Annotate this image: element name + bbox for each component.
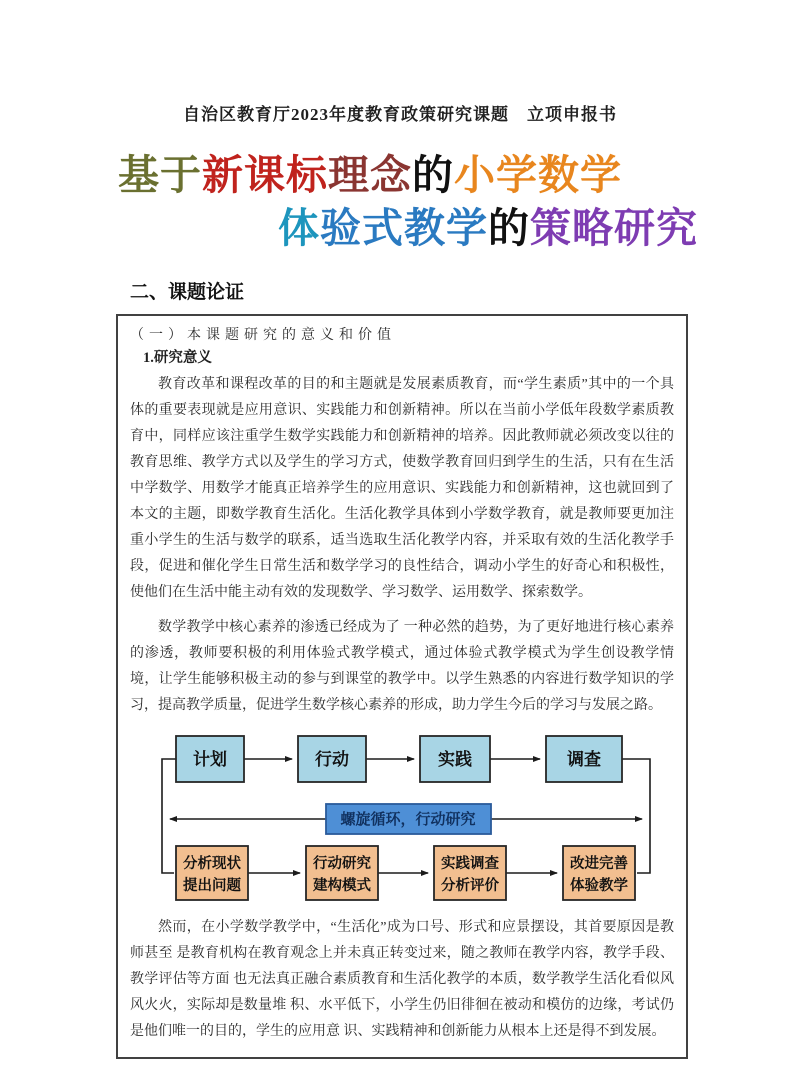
paragraph-3: 然而，在小学数学教学中，“生活化”成为口号、形式和应景摆设，其首要原因是教师甚至 是教育机构在教育观念上并未真正转变过来，随之教师在教学内容，教学手段、教学评估等方面 也无法真正融合素质教育和生活化教学的本质，数学教学生活化看似风风火火，实际却是数量堆 积、水平低下，小学生仍旧徘徊在被动和模仿的边缘，考试仍是他们唯一的目的，学生的应用意 识、实践精神和创新能力从根本上还是得不到发展。 (130, 920, 674, 1039)
flowchart-canvas (156, 733, 656, 905)
box-survey-evaluate-line2: 分析评价 (441, 878, 499, 894)
box-plan-label: 计划 (193, 750, 227, 769)
title-segment: 的 (488, 205, 530, 251)
document-title (0, 149, 800, 255)
document-header: 自治区教育厅2023年度教育政策研究课题 立项申报书 (183, 105, 617, 124)
paragraph-2: 数学教学中核心素养的渗透已经成为了 一种必然的趋势，为了更好地进行核心素养的渗透，教师要积极的利用体验式教学模式，通过体验式教学模式为学生创设教学情境，让学生能够积极主动的参与到课堂的教学中。以学生熟悉的内容进行数学知识的学习，提高教学质量，促进学生数学核心素养的形成，助力学生今后的学习与发展之路。 (130, 620, 674, 713)
subheading-research-significance: 1.研究意义 (143, 350, 212, 366)
box-practice-label: 实践 (438, 750, 472, 769)
box-spiral-cycle-label: 螺旋循环，行动研究 (340, 811, 476, 828)
left-loop-connector (162, 759, 176, 873)
title-segment: 新课标 (202, 152, 328, 198)
box-survey-evaluate-line1: 实践调查 (441, 856, 499, 872)
box-action-label: 行动 (315, 750, 349, 769)
box-analyze-status-line2: 提出问题 (183, 878, 241, 894)
subheading-significance-and-value: （一）本课题研究的意义和价值 (130, 328, 396, 343)
title-line-1 (118, 149, 800, 202)
box-construct-model-line2: 建构模式 (313, 878, 371, 894)
box-improve-teaching-line2: 体验教学 (570, 878, 628, 894)
title-segment: 基于 (118, 152, 202, 198)
box-construct-model-line1: 行动研究 (313, 856, 371, 872)
title-segment: 策略研究 (530, 205, 698, 251)
box-analyze-status-line1: 分析现状 (183, 856, 241, 872)
title-segment: 理念 (328, 152, 412, 198)
title-line-2 (278, 202, 800, 255)
title-segment: 小学数学 (454, 152, 622, 198)
paragraph-1: 教育改革和课程改革的目的和主题就是发展素质教育，而“学生素质”其中的一个具体的重要表现就是应用意识、实践能力和创新精神。所以在当前小学低年段数学素质教育中，同样应该注重学生数学实践能力和创新精神的培养。因此教师就必须改变以往的教育思维、教学方式以及学生的学习方式，使数学教育回归到学生的生活，只有在生活中学数学、用数学才能真正培养学生的应用意识、实践能力和创新精神，这也就回到了本文的主题，即数学教育生活化。生活化教学具体到小学数学教育，就是教师要更加注重小学生的生活与数学的联系，适当选取生活化教学内容，并采取有效的生活化教学手段，促进和催化学生日常生活和数学学习的良性结合，调动小学生的好奇心和积极性，使他们在生活中能主动有效的发现数学、学习数学、运用数学、探索数学。 (130, 377, 674, 600)
title-segment: 验式教学 (320, 205, 488, 251)
box-improve-teaching-line1: 改进完善 (570, 856, 628, 872)
title-segment: 的 (412, 152, 454, 198)
content-box (116, 314, 688, 1059)
box-survey-label: 调查 (567, 750, 601, 769)
section-heading: 二、课题论证 (130, 282, 245, 303)
action-research-cycle-diagram (156, 733, 674, 905)
title-segment: 体 (278, 205, 320, 251)
